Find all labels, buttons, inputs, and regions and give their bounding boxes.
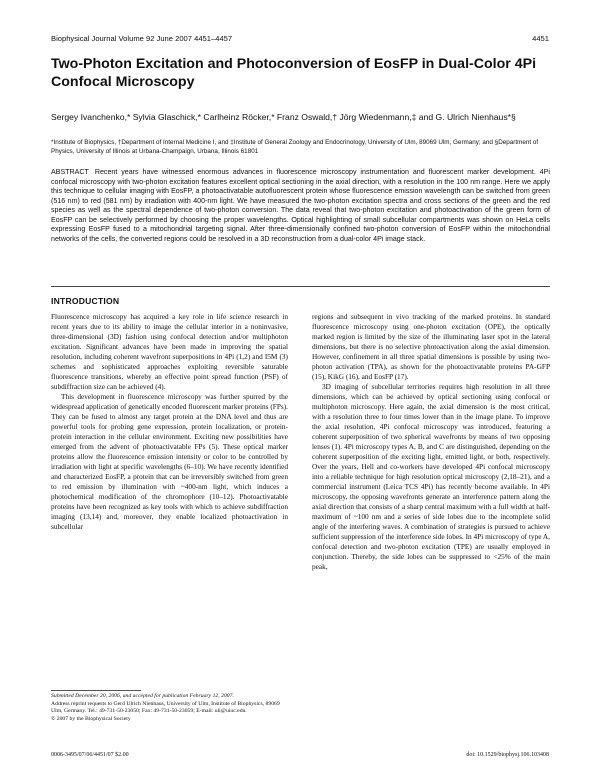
page-footer xyxy=(51,752,549,762)
paragraph: Fluorescence microscopy has acquired a key role in life science research in recent years due to its ability to image the cellular interior in a noninvasive, three-dimensional (3D) fashion using confocal detection and/or multiphoton excitation. Significant advances have been made in improving the spatial resolution, including coherent wavefront superpositions in 4Pi (1,2) and I5M (3) schemes and sophisticated approaches exploiting reversible saturable fluorescence transitions, whereby an effective point spread function (PSF) of subdiffraction size can be achieved (4). xyxy=(51,312,288,391)
section-divider xyxy=(51,286,550,287)
abstract-text: Recent years have witnessed enormous advances in fluorescence microscopy instrumentation and fluorescent marker development. 4Pi confocal microscopy with two-photon excitation features excellent optical sectioning in the axial direction, with a resolution in the 100 nm range. Here we apply this technique to cellular imaging with EosFP, a photoactivatable autofluorescent protein whose fluorescence emission wavelength can be switched from green (516 nm) to red (581 nm) by irradiation with 400-nm light. We have measured the two-photon excitation spectra and cross sections of the green and the red species as well as the spectral dependence of two-photon conversion. The data reveal that two-photon excitation and photoactivation of the green form of EosFP can be selectively performed by choosing the proper wavelengths. Optical highlighting of small subcellular compartments was shown on HeLa cells expressing EosFP fused to a mitochondrial targeting signal. After three-dimensionally confined two-photon conversion of EosFP within the mitochondrial networks of the cells, the converted regions could be resolved in a 3D reconstruction from a dual-color 4Pi image stack. xyxy=(51,168,550,243)
affiliations: *Institute of Biophysics, †Department of Internal Medicine I, and ‡Institute of General Zoology and Endocrinology, University of Ulm, 89069 Ulm, Germany; and §Department of Physics, University of Illinois at Urbana-Champaign, Urbana, Illinois 61801 xyxy=(51,139,539,155)
running-header xyxy=(51,34,549,46)
footnote-divider xyxy=(51,690,141,691)
section-heading-introduction: INTRODUCTION xyxy=(51,296,120,306)
abstract-label: ABSTRACT xyxy=(51,168,89,176)
author-list: Sergey Ivanchenko,* Sylvia Glaschick,* Carlheinz Röcker,* Franz Oswald,† Jörg Wiedenmann,‡ and G. Ulrich Nienhaus*§ xyxy=(51,112,516,122)
footnotes xyxy=(51,693,288,723)
paragraph: This development in fluorescence microscopy was further spurred by the widespread application of genetically encoded fluorescent marker proteins (FPs). They can be fused to almost any target protein at the DNA level and thus are powerful tools for probing gene expression, protein localization, or protein-protein interaction in the cellular environment. Exciting new possibilities have emerged from the advent of photoactivatable FPs (5). These optical marker proteins allow the fluorescence emission intensity or color to be controlled by irradiation with light at specific wavelengths (6–10). We have recently identified and characterized EosFP, a protein that can be irreversibly switched from green to red emission by illumination with ~400-nm light, which induces a photochemical modification of the chromophore (10–12). Photoactivatable proteins have been recognized as key tools with which to achieve subdiffraction imaging (13,14) and, moreover, they enable localized photoactivation in subcellular xyxy=(51,392,288,531)
abstract xyxy=(51,168,550,244)
body-column-left xyxy=(51,312,288,532)
issn-code: 0006-3495/07/06/4451/07 $2.00 xyxy=(51,752,129,758)
page-number: 4451 xyxy=(532,34,549,43)
body-column-right xyxy=(312,312,550,572)
paragraph: 3D imaging of subcellular territories requires high resolution in all three dimensions, which can be achieved by optical sectioning using confocal or multiphoton microscopy. Here again, the axial dimension is the most critical, with a resolution three to four times lower than in the image plane. To improve the axial resolution, 4Pi confocal microscopy was introduced, featuring a coherent superposition of two spherical wavefronts by means of two opposing lenses (1). 4Pi microscopy types A, B, and C are distinguished, depending on the coherent superposition of the exciting light, emitted light, or both, respectively. Over the years, Hell and co-workers have developed 4Pi confocal microscopy into a reliable technique for high resolution optical microscopy (2,18–21), and a commercial instrument (Leica TCS 4Pi) has recently become available. In 4Pi microscopy, the opposing wavefronts generate an interference pattern along the axial direction that consists of a sharp central maximum with a full width at half-maximum of ~100 nm and a series of side lobes due to the incomplete solid angle of the interfering waves. A combination of strategies is pursued to achieve sufficient suppression of the interference side lobes. In 4Pi microscopy of type A, confocal detection and two-photon excitation (TPE) are usually employed in conjunction. Thereby, the side lobes can be suppressed to <25% of the main peak, xyxy=(312,382,550,571)
correspondence-address: Address reprint requests to Gerd Ulrich Nienhaus, University of Ulm, Institute of Biophysics, 89069 Ulm, Germany. Tel.: 49-731-50-23050; Fax: 49-731-50-23059; E-mail: uli@uiuc.edu. xyxy=(51,700,280,715)
doi-link[interactable]: doi: 10.1529/biophysj.106.103408 xyxy=(466,752,549,758)
copyright-notice: © 2007 by the Biophysical Society xyxy=(51,715,131,722)
article-title: Two-Photon Excitation and Photoconversion of EosFP in Dual-Color 4Pi Confocal Microscopy xyxy=(51,56,537,90)
submission-dates: Submitted December 20, 2006, and accepted for publication February 12, 2007. xyxy=(51,693,234,699)
journal-citation: Biophysical Journal Volume 92 June 2007 4451–4457 xyxy=(51,34,233,43)
paragraph: regions and subsequent in vivo tracking of the marked proteins. In standard fluorescence microscopy using one-photon excitation (OPE), the optically marked region is limited by the size of the illuminating laser spot in the lateral dimensions, but there is no selective photoactivation along the axial dimension. However, confinement in all three spatial dimensions is possible by using two-photon activation (TPA), as shown for the photoactivatable proteins PA-GFP (15), KikG (16), and EosFP (17). xyxy=(312,312,550,381)
